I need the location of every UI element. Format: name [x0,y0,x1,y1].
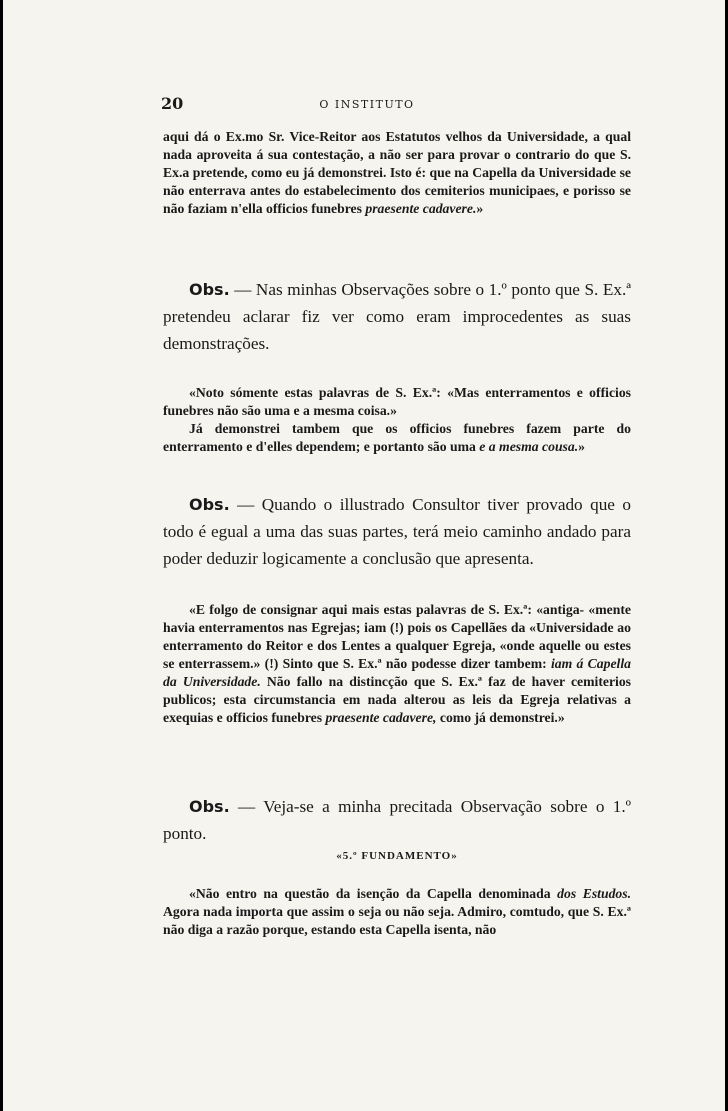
obs-text: — Nas minhas Observações sobre o 1.º ponto que S. Ex.ª pretendeu aclarar fiz ver como eram improcedentes as suas demonstrações. [163,280,631,353]
italic-phrase: iam á Capella da Universidade. [163,656,631,689]
italic-phrase: e a mesma cousa. [479,439,579,454]
section-title: «5.º FUNDAMENTO» [336,850,458,862]
quote-paragraph-3: «E folgo de consignar aqui mais estas palavras de S. Ex.ª: «antiga- «mente havia enterramentos nas Egrejas; iam (!) pois os Capellães da «Universidade ao enterramento do Reitor e dos Lentes a qualquer Egreja, «onde aquelle ou estes se enterrassem.» (!) Sinto que S. Ex.ª não podesse dizer tambem: iam á Capella da Universidade. Não fallo na distincção que S. Ex.ª faz de haver cemiterios publicos; esta circumstancia em nada alterou as leis da Egreja relativas a exequias e officios funebres praesente cadavere, como já demonstrei.» [163,602,631,725]
obs-text: — Veja-se a minha precitada Observação sobre o 1.º ponto. [163,797,631,843]
page-header [3,94,728,116]
obs-label: Obs. [189,495,230,514]
quote-paragraph-4: «Não entro na questão da isenção da Capella denominada dos Estudos. Agora nada importa que assim o seja ou não seja. Admiro, comtudo, que S. Ex.ª não diga a razão porque, estando esta Capella isenta, não [163,886,632,937]
quote-paragraph-2: «Noto sómente estas palavras de S. Ex.ª: «Mas enterramentos e officios funebres não são uma e a mesma coisa.» Já demonstrei tambem que os officios funebres fazem parte do enterramento e d'elles dependem; e portanto são uma e a mesma cousa.» [163,385,631,454]
observation-3 [163,793,631,847]
obs-text: — Quando o illustrado Consultor tiver provado que o todo é egual a uma das suas partes, terá meio caminho andado para poder deduzir logicamente a conclusão que apresenta. [163,495,631,568]
quote-paragraph-1: aqui dá o Ex.mo Sr. Vice-Reitor aos Estatutos velhos da Universidade, a qual nada aproveita á sua contestação, a não ser para provar o contrario do que S. Ex.a pretende, como eu já demonstrei. Isto é: que na Capella da Universidade se não enterrava antes do estabelecimento dos cemiterios municipaes, e porisso se não faziam n'ella officios funebres praesente cadavere.» [163,129,631,216]
quote2-para1: «Noto sómente estas palavras de S. Ex.ª: «Mas enterramentos e officios funebres não são uma e a mesma coisa.» [163,385,631,418]
italic-phrase: praesente cadavere, [325,710,437,725]
running-title: O INSTITUTO [319,98,415,111]
italic-phrase: dos Estudos. [557,886,632,901]
obs-label: Obs. [189,280,230,299]
italic-phrase: praesente cadavere. [365,201,477,216]
page-number: 20 [161,94,184,113]
obs-label: Obs. [189,797,230,816]
observation-2 [163,491,631,572]
observation-1 [163,276,631,357]
